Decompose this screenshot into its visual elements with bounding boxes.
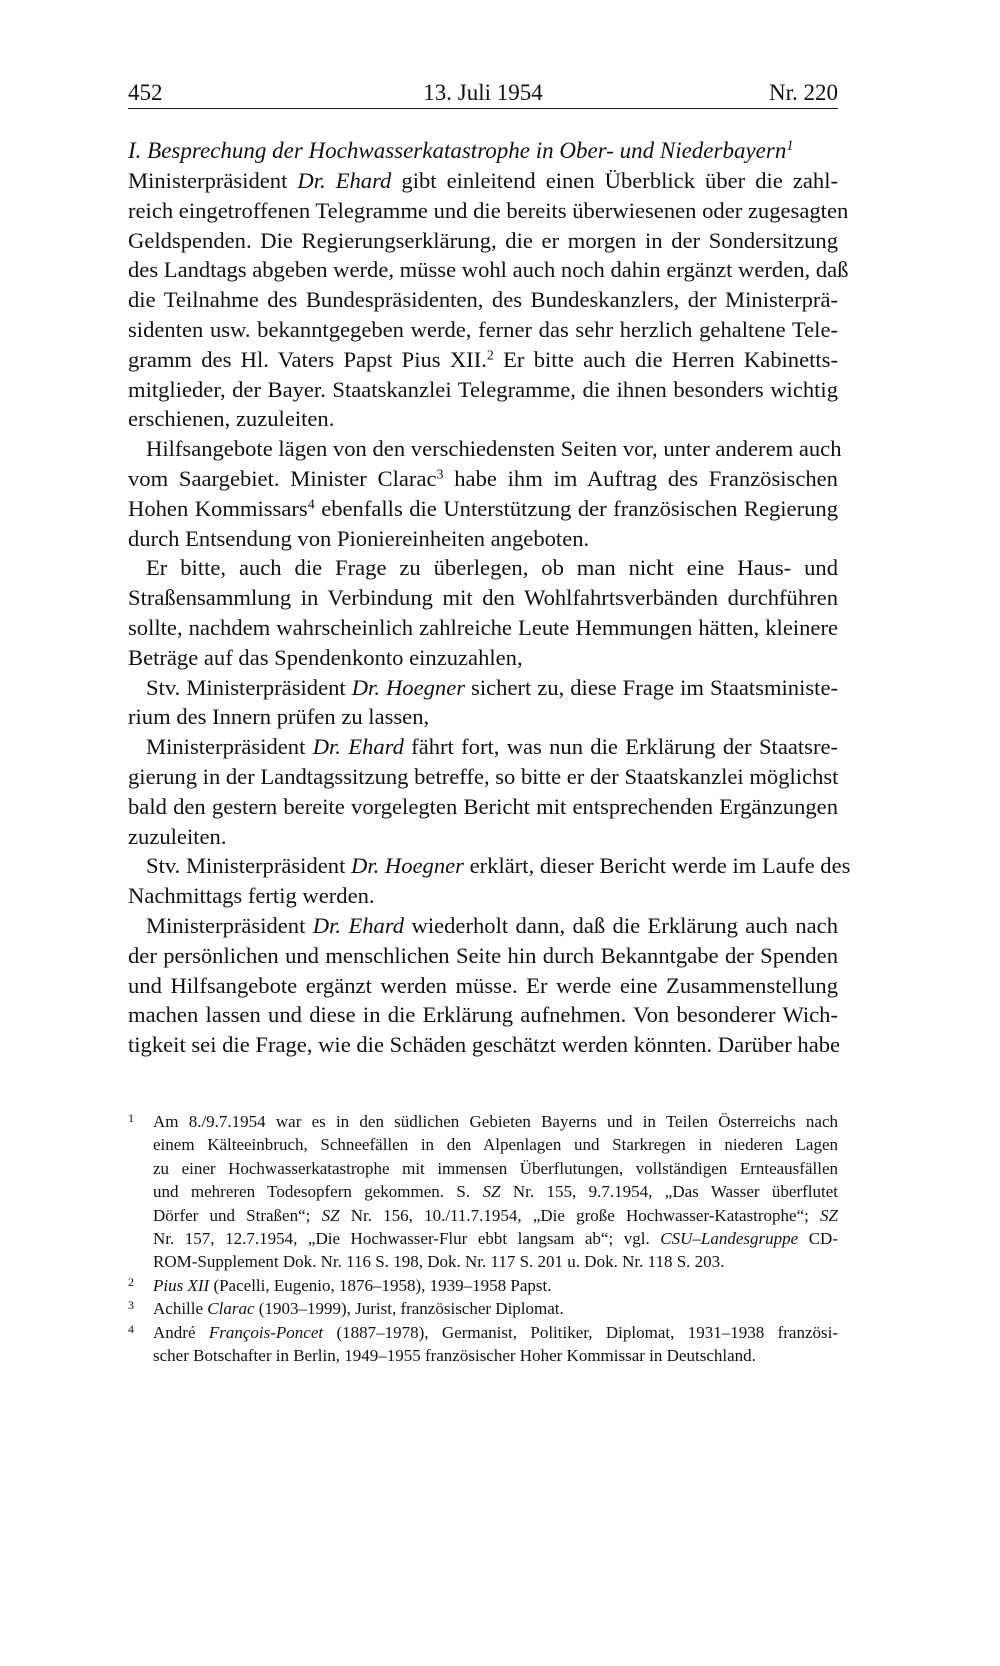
footnotes	[128, 1110, 838, 1367]
footnote-number: 2	[128, 1274, 134, 1289]
footnote-ref[interactable]: 2	[486, 348, 494, 364]
footnote-number: 4	[128, 1321, 134, 1336]
page-number: 452	[128, 80, 163, 105]
footnote-ref[interactable]: 1	[786, 138, 794, 155]
speaker-name: Dr. Hoegner	[351, 674, 466, 700]
section-title: I. Besprechung der Hochwasserkatastrophe in Ober- und Niederbayern$^1$	[128, 138, 794, 163]
paragraph-3: Er bitte, auch die Frage zu überlegen, ob man nicht eine Haus- und Straßensammlung in Verbindung mit den Wohlfahrtsverbänden durchführen sollte, nachdem wahrscheinlich zahlreiche Leute Hemmungen hätten, kleinere Beträge auf das Spendenkonto einzuzahlen,	[128, 555, 838, 670]
footnote-ref[interactable]: 3	[436, 467, 444, 483]
header-date: 13. Juli 1954	[423, 80, 543, 105]
speaker-name: Dr. Ehard	[312, 912, 405, 938]
paragraph-7: Ministerpräsident Dr. Ehard wiederholt dann, daß die Erklärung auch nach der persönlichen und menschlichen Seite hin durch Bekanntgabe der Spenden und Hilfsangebote ergänzt werden müsse. Er werde eine Zusammenstellung machen lassen und diese in die Erklärung aufnehmen. Von besonderer Wich- tigkeit sei die Frage, wie die Schäden geschätzt werden könnten. Darüber habe	[128, 912, 841, 1058]
footnote-1: 1 Am 8./9.7.1954 war es in den südlichen Gebieten Bayerns und in Teilen Österreichs nach einem Kälteeinbruch, Schneefällen in den Alpenlagen und Starkregen in niederen Lagen zu einer Hochwasserkatastrophe mit immensen Überflutungen, vollständigen Ernteausfällen und mehreren Todesopfern gekommen. S. SZ Nr. 155, 9.7.1954, „Das Wasser überflutet Dörfer und Straßen“; SZ Nr. 156, 10./11.7.1954, „Die große Hochwasser-Katastrophe“; SZ Nr. 157, 12.7.1954, „Die Hochwasser-Flur ebbt langsam ab“; vgl. CSU–Landesgruppe CD- ROM-Supplement Dok. Nr. 116 S. 198, Dok. Nr. 117 S. 201 u. Dok. Nr. 118 S. 203.	[128, 1110, 838, 1274]
paragraph-4: Stv. Ministerpräsident Dr. Hoegner sichert zu, diese Frage im Staatsministe- rium des Innern prüfen zu lassen,	[128, 674, 839, 730]
speaker-name: Dr. Hoegner	[351, 853, 464, 879]
paragraph-6: Stv. Ministerpräsident Dr. Hoegner erklärt, dieser Bericht werde im Laufe des Nachmittags fertig werden.	[128, 853, 851, 909]
footnote-ref[interactable]: 4	[307, 497, 315, 513]
footnote-3: 3 Achille Clarac (1903–1999), Jurist, französischer Diplomat.	[128, 1297, 838, 1320]
footnote-number: 3	[128, 1298, 134, 1313]
protocol-number: Nr. 220	[769, 80, 838, 105]
running-head	[128, 78, 838, 109]
paragraph-5: Ministerpräsident Dr. Ehard fährt fort, was nun die Erklärung der Staatsre- gierung in der Landtagssitzung betreffe, so bitte er der Staatskanzlei möglichst bald den gestern bereite vorgelegten Bericht mit entsprechenden Ergänzungen zuzuleiten.	[128, 734, 839, 849]
footnote-4: 4 André François-Poncet (1887–1978), Germanist, Politiker, Diplomat, 1931–1938 französi- scher Botschafter in Berlin, 1949–1955 französischer Hoher Kommissar in Deutschland.	[128, 1321, 838, 1368]
speaker-name: Dr. Ehard	[297, 168, 392, 193]
footnote-2: 2 Pius XII (Pacelli, Eugenio, 1876–1958), 1939–1958 Papst.	[128, 1274, 838, 1297]
body-text	[128, 166, 851, 1060]
paragraph-2: Hilfsangebote lägen von den verschiedensten Seiten vor, unter anderem auch vom Saargebiet. Minister Clarac$^3$ habe ihm im Auftrag des Französischen Hohen Kommissars$^4$ ebenfalls die Unterstützung der französischen Regierung durch Entsendung von Pioniereinheiten angeboten.	[128, 436, 842, 551]
footnote-number: 1	[128, 1111, 134, 1125]
speaker-name: Dr. Ehard	[312, 734, 404, 760]
paragraph-1: Ministerpräsident Dr. Ehard gibt einleitend einen Überblick über die zahl- reich eingetroffenen Telegramme und die bereits überwiesenen oder zugesagten Geldspenden. Die Regierungserklärung, die er morgen in der Sondersitzung des Landtags abgeben werde, müsse wohl auch noch dahin ergänzt werden, daß die Teilnahme des Bundespräsidenten, des Bundeskanzlers, der Ministerprä- sidenten usw. bekanntgegeben werde, ferner das sehr herzlich gehaltene Tele- gramm des Hl. Vaters Papst Pius XII.$^2$ Er bitte auch die Herren Kabinetts- mitglieder, der Bayer. Staatskanzlei Telegramme, die ihnen besonders wichtig erschienen, zuzuleiten.	[128, 168, 849, 432]
